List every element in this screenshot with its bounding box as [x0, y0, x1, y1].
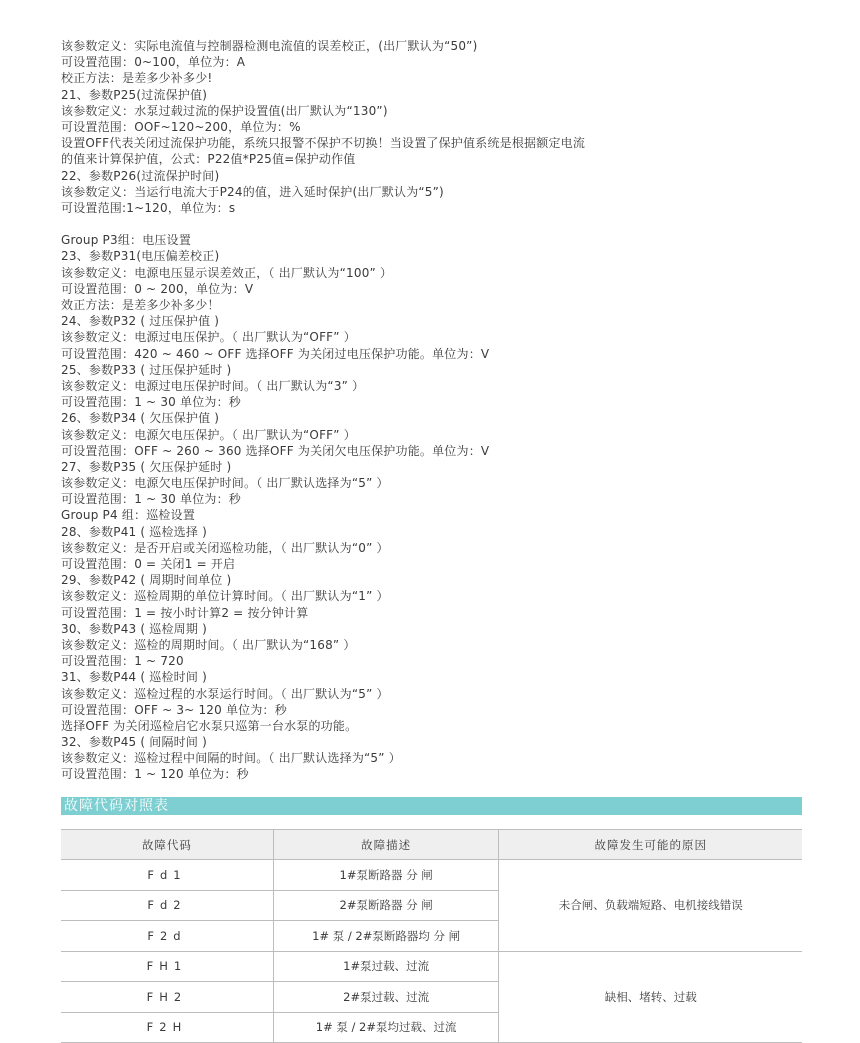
header-cause: 故障发生可能的原因	[499, 830, 802, 860]
text-line: 效正方法：是差多少补多少！	[61, 298, 220, 312]
text-line: 该参数定义：电源电压显示误差效正，（ 出厂默认为“100” ）	[61, 265, 393, 280]
fault-section-bar	[61, 797, 802, 815]
text-line: 可设置范围：1 ~ 120 单位为：秒	[61, 767, 249, 782]
parameter-text	[61, 38, 821, 783]
text-line: 该参数定义：水泵过载过流的保护设置值(出厂默认为“130”)	[61, 103, 388, 118]
text-line: 22、参数P26(过流保护时间)	[61, 168, 220, 183]
text-line: 可设置范围：1 ~ 30 单位为：秒	[61, 492, 242, 507]
text-line: 可设置范围：1 = 按小时计算2 = 按分钟计算	[61, 605, 309, 620]
text-line: Group P3组：电压设置	[61, 233, 192, 248]
header-code: 故障代码	[61, 830, 273, 860]
fault-description: 1#泵过载、过流	[273, 951, 499, 982]
table-header-row	[61, 830, 802, 860]
text-line: 可设置范围：420 ~ 460 ~ OFF 选择OFF 为关闭过电压保护功能。单位为：V	[61, 346, 490, 361]
text-line: 该参数定义：电源欠电压保护时间。（ 出厂默认选择为“5” ）	[61, 476, 389, 491]
text-line: 可设置范围：0 ~ 200，单位为：V	[61, 281, 254, 296]
text-line: 可设置范围：0~100，单位为：A	[61, 55, 246, 70]
text-line: 该参数定义：电源过电压保护时间。（ 出厂默认为“3” ）	[61, 378, 365, 393]
text-line: 21、参数P25(过流保护值)	[61, 87, 208, 102]
text-line: 28、参数P41 ( 巡检选择 )	[61, 524, 207, 539]
text-line: 该参数定义：巡检的周期时间。（ 出厂默认为“168” ）	[61, 637, 356, 652]
fault-code: F2H	[61, 1012, 273, 1043]
blank-line	[61, 216, 821, 232]
text-line: 该参数定义：实际电流值与控制器检测电流值的误差校正，(出厂默认为“50”)	[61, 39, 478, 53]
text-line: 23、参数P31(电压偏差校正)	[61, 249, 220, 264]
text-line: 31、参数P44 ( 巡检时间 )	[61, 670, 207, 685]
fault-code: FH2	[61, 982, 273, 1013]
text-line: 该参数定义：是否开启或关闭巡检功能，（ 出厂默认为“0” ）	[61, 540, 389, 555]
text-line: 25、参数P33 ( 过压保护延时 )	[61, 362, 232, 377]
text-line: 30、参数P43 ( 巡检周期 )	[61, 621, 207, 636]
fault-code-table	[61, 829, 802, 1043]
fault-description: 2#泵断路器 分 闸	[273, 890, 499, 921]
text-line: 可设置范围：1 ~ 720	[61, 654, 184, 669]
text-line: 26、参数P34 ( 欠压保护值 )	[61, 411, 220, 426]
text-line: 的值来计算保护值，公式：P22值*P25值=保护动作值	[61, 152, 356, 167]
fault-description: 1# 泵 / 2#泵断路器均 分 闸	[273, 921, 499, 952]
fault-cause: 未合闸、负载端短路、电机接线错误	[499, 860, 802, 952]
text-line: 校正方法：是差多少补多少!	[61, 71, 213, 86]
text-line: 该参数定义：巡检过程中间隔的时间。（ 出厂默认选择为“5” ）	[61, 751, 401, 766]
fault-code: Fd1	[61, 860, 273, 891]
header-description: 故障描述	[273, 830, 499, 860]
fault-code: F2d	[61, 921, 273, 952]
text-line: 该参数定义：巡检过程的水泵运行时间。（ 出厂默认为“5” ）	[61, 686, 389, 701]
fault-cause: 缺相、堵转、过载	[499, 951, 802, 1043]
text-line: 可设置范围：OOF~120~200，单位为：%	[61, 119, 301, 134]
text-line: 选择OFF 为关闭巡检启它水泵只巡第一台水泵的功能。	[61, 718, 358, 733]
fault-description: 2#泵过载、过流	[273, 982, 499, 1013]
text-line: 32、参数P45 ( 间隔时间 )	[61, 735, 207, 750]
text-line: 可设置范围：1 ~ 30 单位为：秒	[61, 395, 242, 410]
text-line: 24、参数P32 ( 过压保护值 )	[61, 314, 220, 329]
text-line: 该参数定义：巡检周期的单位计算时间。（ 出厂默认为“1” ）	[61, 589, 389, 604]
text-line: 可设置范围：OFF ~ 260 ~ 360 选择OFF 为关闭欠电压保护功能。单位为：V	[61, 443, 490, 458]
text-line: 29、参数P42 ( 周期时间单位 )	[61, 573, 232, 588]
text-line: Group P4 组：巡检设置	[61, 508, 196, 523]
text-line: 该参数定义：电源过电压保护。（ 出厂默认为“OFF” ）	[61, 330, 356, 345]
fault-code: FH1	[61, 951, 273, 982]
fault-code: Fd2	[61, 890, 273, 921]
text-line: 设置OFF代表关闭过流保护功能，系统只报警不保护不切换！当设置了保护值系统是根据额定电流	[61, 136, 586, 151]
text-line: 该参数定义：当运行电流大于P24的值，进入延时保护(出厂默认为“5”)	[61, 184, 444, 199]
text-line: 可设置范围：OFF ~ 3~ 120 单位为：秒	[61, 702, 287, 717]
text-line: 27、参数P35 ( 欠压保护延时 )	[61, 459, 232, 474]
text-line: 可设置范围：0 = 关闭1 = 开启	[61, 557, 236, 571]
fault-description: 1#泵断路器 分 闸	[273, 860, 499, 891]
text-line: 可设置范围:1~120，单位为：s	[61, 200, 236, 215]
text-line: 该参数定义：电源欠电压保护。（ 出厂默认为“OFF” ）	[61, 427, 356, 442]
table-row	[61, 860, 802, 891]
fault-description: 1# 泵 / 2#泵均过载、过流	[273, 1012, 499, 1043]
fault-section-title: 故障代码对照表	[64, 798, 169, 814]
table-row	[61, 951, 802, 982]
